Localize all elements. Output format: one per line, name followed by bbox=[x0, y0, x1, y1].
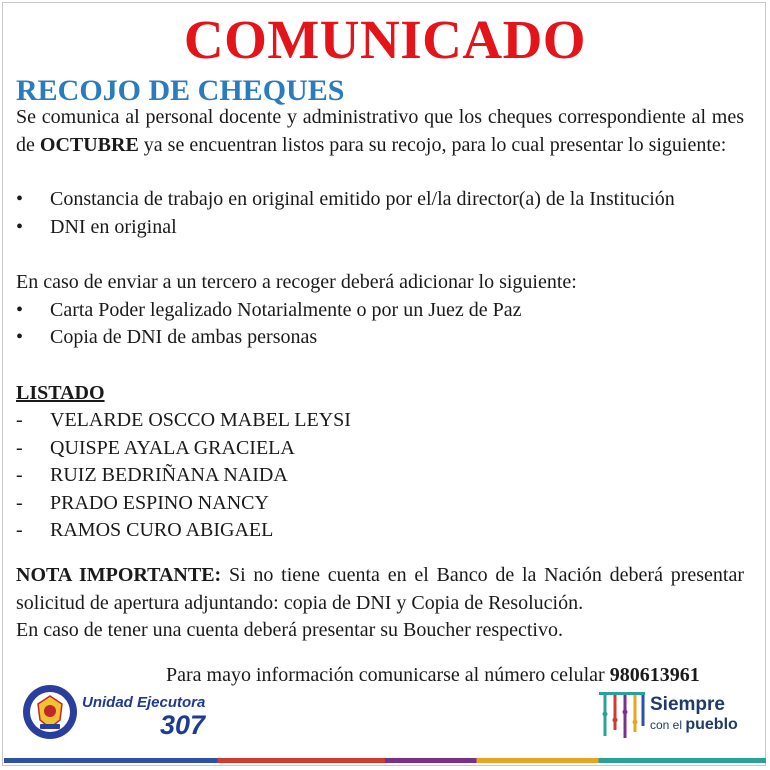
dash-mark: - bbox=[16, 492, 23, 514]
listado-heading: LISTADO bbox=[16, 382, 105, 404]
slogan-sub bbox=[650, 716, 738, 734]
intro-month: OCTUBRE bbox=[39, 133, 139, 156]
intro-text-end: ya se encuentran listos para su recojo, para lo cual presentar lo siguiente: bbox=[138, 133, 727, 156]
requirement-item bbox=[16, 186, 675, 214]
listado-name-row bbox=[16, 517, 273, 545]
dash-mark: - bbox=[16, 464, 23, 486]
listado-name: QUISPE AYALA GRACIELA bbox=[50, 437, 295, 459]
dash-mark: - bbox=[16, 437, 23, 459]
page-title: COMUNICADO bbox=[183, 9, 587, 70]
nota-paragraph bbox=[16, 562, 744, 617]
requirement-text: DNI en original bbox=[50, 216, 177, 238]
footer-color-bar bbox=[4, 758, 766, 763]
nota-line-2: En caso de tener una cuenta deberá presentar su Boucher respectivo. bbox=[16, 619, 563, 641]
requirement-item bbox=[16, 214, 177, 242]
intro-text-start: Se comunica al personal docente y administrativo que los cheques correspondiente al mes de bbox=[16, 106, 744, 156]
third-party-text: Carta Poder legalizado Notarialmente o por un Juez de Paz bbox=[50, 299, 522, 321]
listado-name: RAMOS CURO ABIGAEL bbox=[50, 519, 274, 541]
listado-name-row bbox=[16, 490, 269, 518]
third-party-text: Copia de DNI de ambas personas bbox=[50, 326, 318, 348]
siempre-logo-icon bbox=[597, 690, 647, 742]
bullet-mark: • bbox=[16, 216, 24, 238]
slogan-sub-prefix: con el bbox=[650, 718, 686, 732]
contact-phone: 980613961 bbox=[609, 664, 700, 686]
listado-name: RUIZ BEDRIÑANA NAIDA bbox=[50, 464, 288, 486]
listado-name-row bbox=[16, 462, 288, 490]
bullet-mark: • bbox=[16, 326, 24, 348]
unit-label: Unidad Ejecutora bbox=[82, 694, 206, 711]
slogan-sub-word: pueblo bbox=[685, 716, 738, 733]
listado-name-row bbox=[16, 407, 351, 435]
bullet-mark: • bbox=[16, 188, 24, 210]
contact-line bbox=[166, 662, 700, 688]
unit-number: 307 bbox=[160, 710, 206, 740]
intro-paragraph bbox=[16, 104, 744, 159]
third-party-intro: En caso de enviar a un tercero a recoger deberá adicionar lo siguiente: bbox=[16, 271, 577, 293]
third-party-item bbox=[16, 324, 317, 352]
listado-name: VELARDE OSCCO MABEL LEYSI bbox=[50, 409, 351, 431]
nota-text: Si no tiene cuenta en el Banco de la Nación deberá presentar solicitud de apertura adjuntando: copia de DNI y Copia de Resolución. bbox=[16, 564, 744, 614]
listado-name: PRADO ESPINO NANCY bbox=[50, 492, 269, 514]
dash-mark: - bbox=[16, 519, 23, 541]
contact-text: Para mayo información comunicarse al número celular bbox=[166, 664, 610, 686]
bullet-mark: • bbox=[16, 299, 24, 321]
third-party-item bbox=[16, 297, 522, 325]
nota-label: NOTA IMPORTANTE: bbox=[16, 564, 222, 586]
section-subtitle: RECOJO DE CHEQUES bbox=[16, 74, 345, 107]
institution-seal-icon bbox=[22, 684, 78, 740]
requirement-text: Constancia de trabajo en original emitido por el/la director(a) de la Institución bbox=[50, 188, 675, 210]
listado-name-row bbox=[16, 435, 295, 463]
dash-mark: - bbox=[16, 409, 23, 431]
slogan-main: Siempre bbox=[650, 694, 725, 715]
